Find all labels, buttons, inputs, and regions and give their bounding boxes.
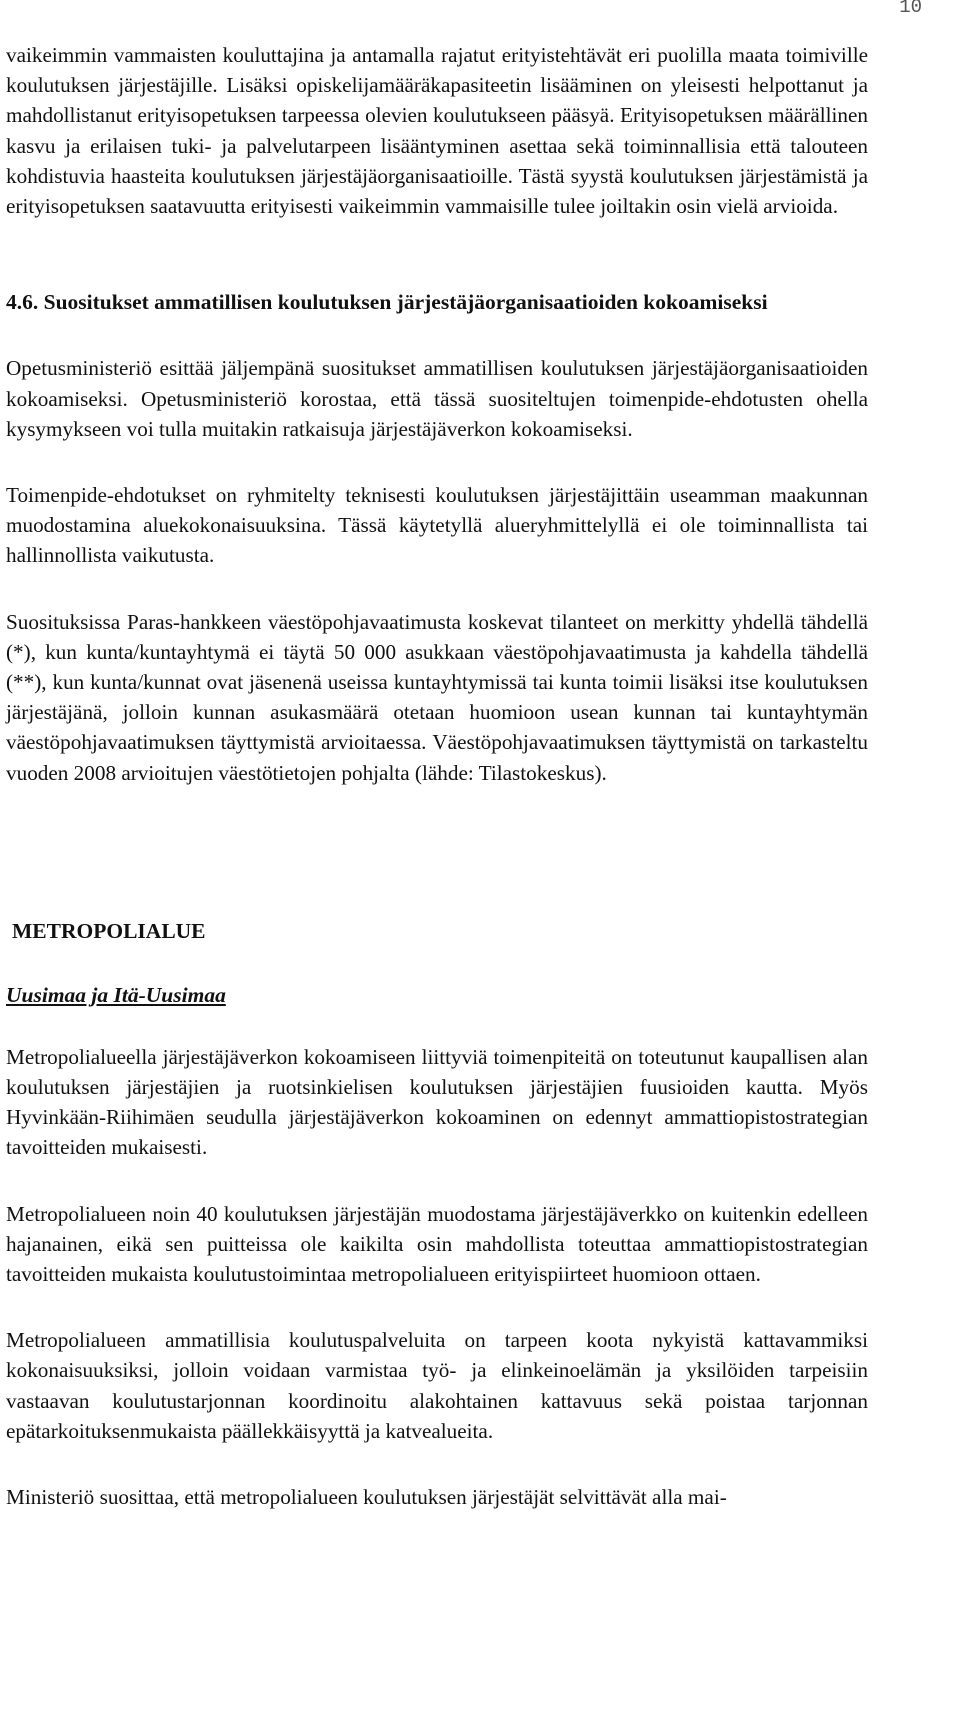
section-title-metropolialue: METROPOLIALUE: [12, 918, 206, 943]
paragraph-vaestopohja: Suosituksissa Paras-hankkeen väestöpohjavaatimusta koskevat tilanteet on merkitty yhdellä tähdellä (*), kun kunta/kuntayhtymä ei täytä 50 000 asukkaan väestöpohjavaatimusta ja kahdella tähdellä (**), kun kunta/kunnat ovat jäsenenä useissa kuntayhtymissä tai kunta toimii lisäksi itse koulutuksen järjestäjänä, jolloin kunnan asukasmäärä otetaan huomioon usean kunnan tai kuntayhtymän väestöpohjavaatimuksen täyttymistä arvioitaessa. Väestöpohjavaatimuksen täyttymistä on tarkasteltu vuoden 2008 arvioitujen väestötietojen pohjalta (lähde: Tilastokeskus).: [6, 609, 868, 785]
page-number: 10: [899, 0, 922, 18]
paragraph-ministerio-suosittaa: Ministeriö suosittaa, että metropolialueen koulutuksen järjestäjät selvittävät alla mai-: [6, 1485, 727, 1510]
paragraph-metropolialue-toimenpiteet: Metropolialueella järjestäjäverkon kokoamiseen liittyviä toimenpiteitä on toteutunut kaupallisen alan koulutuksen järjestäjien ja ruotsinkielisen koulutuksen järjestäjien fuusioiden kautta. Myös Hyvinkään-Riihimäen seudulla järjestäjäverkon kokoaminen on edennyt ammattiopistostrategian tavoitteiden mukaisesti.: [6, 1044, 868, 1160]
paragraph-suositukset-intro: Opetusministeriö esittää jäljempänä suositukset ammatillisen koulutuksen järjestäjäorganisaatioiden kokoamiseksi. Opetusministeriö korostaa, että tässä suositeltujen toimenpide-ehdotusten ohella kysymykseen voi tulla muitakin ratkaisuja järjestäjäverkon kokoamiseksi.: [6, 356, 868, 441]
subsection-title-uusimaa: Uusimaa ja Itä-Uusimaa: [6, 982, 226, 1007]
paragraph-aluekokonaisuudet: Toimenpide-ehdotukset on ryhmitelty teknisesti koulutuksen järjestäjittäin useamman maakunnan muodostamina aluekokonaisuuksina. Tässä käytetyllä alueryhmittelyllä ei ole toiminnallista tai hallinnollista vaikutusta.: [6, 483, 868, 568]
paragraph-erityisopetus: vaikeimmin vammaisten kouluttajina ja antamalla rajatut erityistehtävät eri puolilla maata toimiville koulutuksen järjestäjille. Lisäksi opiskelijamääräkapasiteetin lisääminen on yleisesti helpottanut ja mahdollistanut erityisopetuksen tarpeessa olevien koulutukseen pääsyä. Erityisopetuksen määrällinen kasvu ja erilaisen tuki- ja palvelutarpeen lisääntyminen asettaa sekä toiminnallisia että talouteen kohdistuvia haasteita koulutuksen järjestäjäorganisaatioille. Tästä syystä koulutuksen järjestämistä ja erityisopetuksen saatavuutta erityisesti vaikeimmin vammaisille tulee joiltakin osin vielä arvioida.: [6, 43, 868, 219]
document-body: [6, 40, 868, 1512]
paragraph-jarjestajaverkko: Metropolialueen noin 40 koulutuksen järjestäjän muodostama järjestäjäverkko on kuitenkin edelleen hajanainen, eikä sen puitteissa ole kaikilta osin mahdollista toteuttaa ammattiopistostrategian tavoitteiden mukaista koulutustoimintaa metropolialueen erityispiirteet huomioon ottaen.: [6, 1201, 868, 1287]
paragraph-koulutuspalvelut: Metropolialueen ammatillisia koulutuspalveluita on tarpeen koota nykyistä kattavammiksi kokonaisuuksiksi, jolloin voidaan varmistaa työ- ja elinkeinoelämän ja yksilöiden tarpeisiin vastaavan koulutustarjonnan koordinoitu alakohtainen kattavuus sekä poistaa tarjonnan epätarkoituksenmukaista päällekkäisyyttä ja katvealueita.: [6, 1328, 868, 1443]
section-heading-4-6: 4.6. Suositukset ammatillisen koulutuksen järjestäjäorganisaatioiden kokoamiseksi: [6, 290, 768, 315]
